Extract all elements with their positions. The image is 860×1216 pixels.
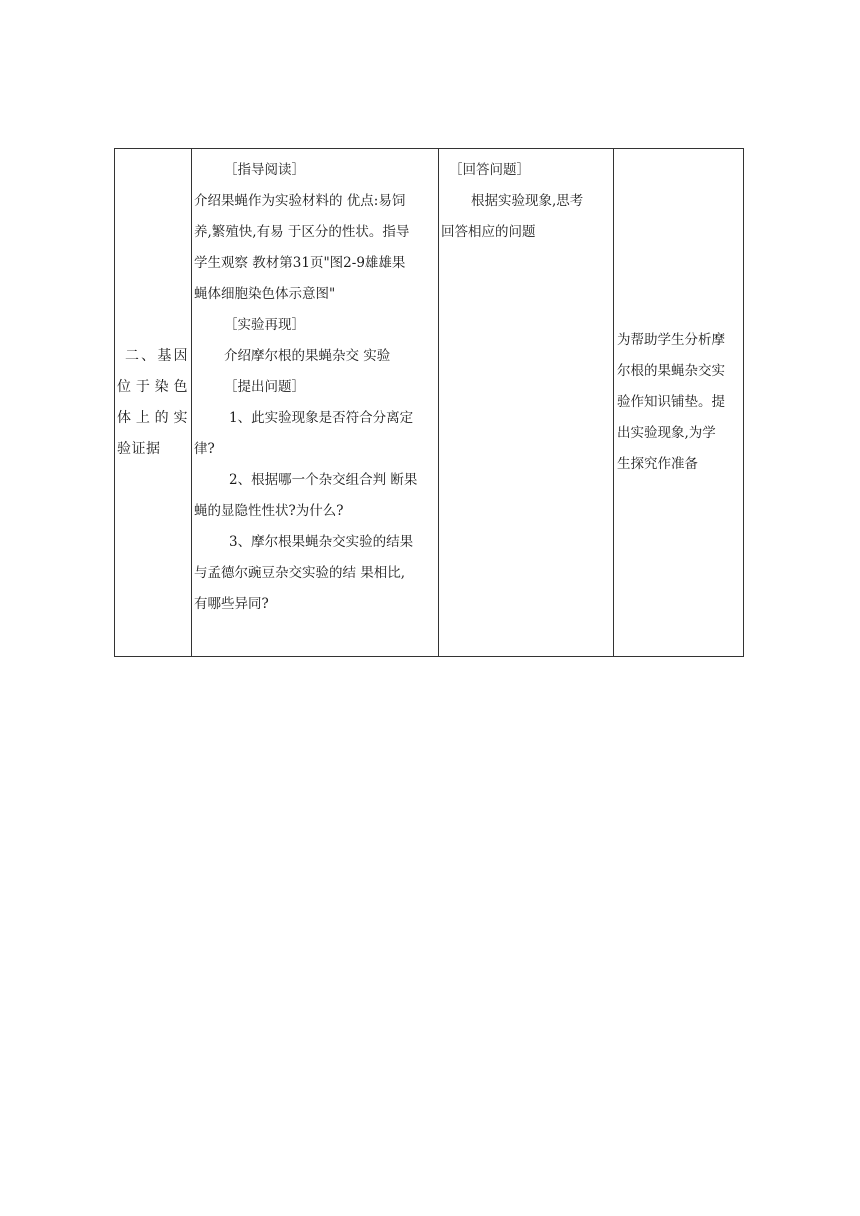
question-1-line: 1、此实验现象是否符合分离定 bbox=[229, 410, 414, 426]
intent-line: 尔根的果蝇杂交实 bbox=[617, 363, 725, 379]
lesson-plan-table bbox=[114, 148, 744, 657]
answer-line: 回答相应的问题 bbox=[441, 224, 536, 240]
student-activity-cell bbox=[439, 149, 614, 656]
design-intent-cell bbox=[614, 149, 743, 656]
guide-reading-heading: ［指导阅读］ bbox=[224, 162, 305, 178]
question-3-line: 3、摩尔根果蝇杂交实验的结果 bbox=[229, 534, 414, 550]
topic-line: 验证据 bbox=[117, 440, 161, 457]
question-3-line: 与孟德尔豌豆杂交实验的结 果相比, bbox=[194, 565, 406, 581]
question-1-line: 律? bbox=[194, 441, 215, 457]
guide-reading-line: 学生观察 教材第31页"图2-9雄雄果 bbox=[194, 255, 406, 271]
question-2-line: 2、根据哪一个杂交组合判 断果 bbox=[229, 472, 418, 488]
guide-reading-line: 介绍果蝇作为实验材料的 优点:易饲 bbox=[194, 193, 406, 209]
intent-line: 验作知识铺垫。提 bbox=[617, 394, 725, 410]
question-2-line: 蝇的显隐性性状?为什么? bbox=[194, 503, 344, 519]
topic-cell bbox=[115, 149, 192, 656]
question-3-line: 有哪些异同? bbox=[194, 596, 269, 612]
teacher-activity-cell bbox=[192, 149, 439, 656]
topic-line: 体上的实 bbox=[117, 409, 188, 426]
guide-reading-line: 蝇体细胞染色体示意图" bbox=[194, 286, 336, 302]
intent-line: 生探究作准备 bbox=[617, 456, 698, 472]
question-heading: ［提出问题］ bbox=[224, 379, 305, 395]
intent-line: 出实验现象,为学 bbox=[617, 425, 716, 441]
experiment-heading: ［实验再现］ bbox=[224, 317, 305, 333]
topic-line: 二、基因 bbox=[125, 347, 188, 364]
topic-line: 位于染色 bbox=[117, 378, 188, 395]
guide-reading-line: 养,繁殖快,有易 于区分的性状。指导 bbox=[194, 224, 410, 240]
intent-line: 为帮助学生分析摩 bbox=[617, 332, 725, 348]
answer-line: 根据实验现象,思考 bbox=[471, 193, 584, 209]
answer-heading: ［回答问题］ bbox=[449, 162, 530, 178]
experiment-line: 介绍摩尔根的果蝇杂交 实验 bbox=[224, 348, 391, 364]
